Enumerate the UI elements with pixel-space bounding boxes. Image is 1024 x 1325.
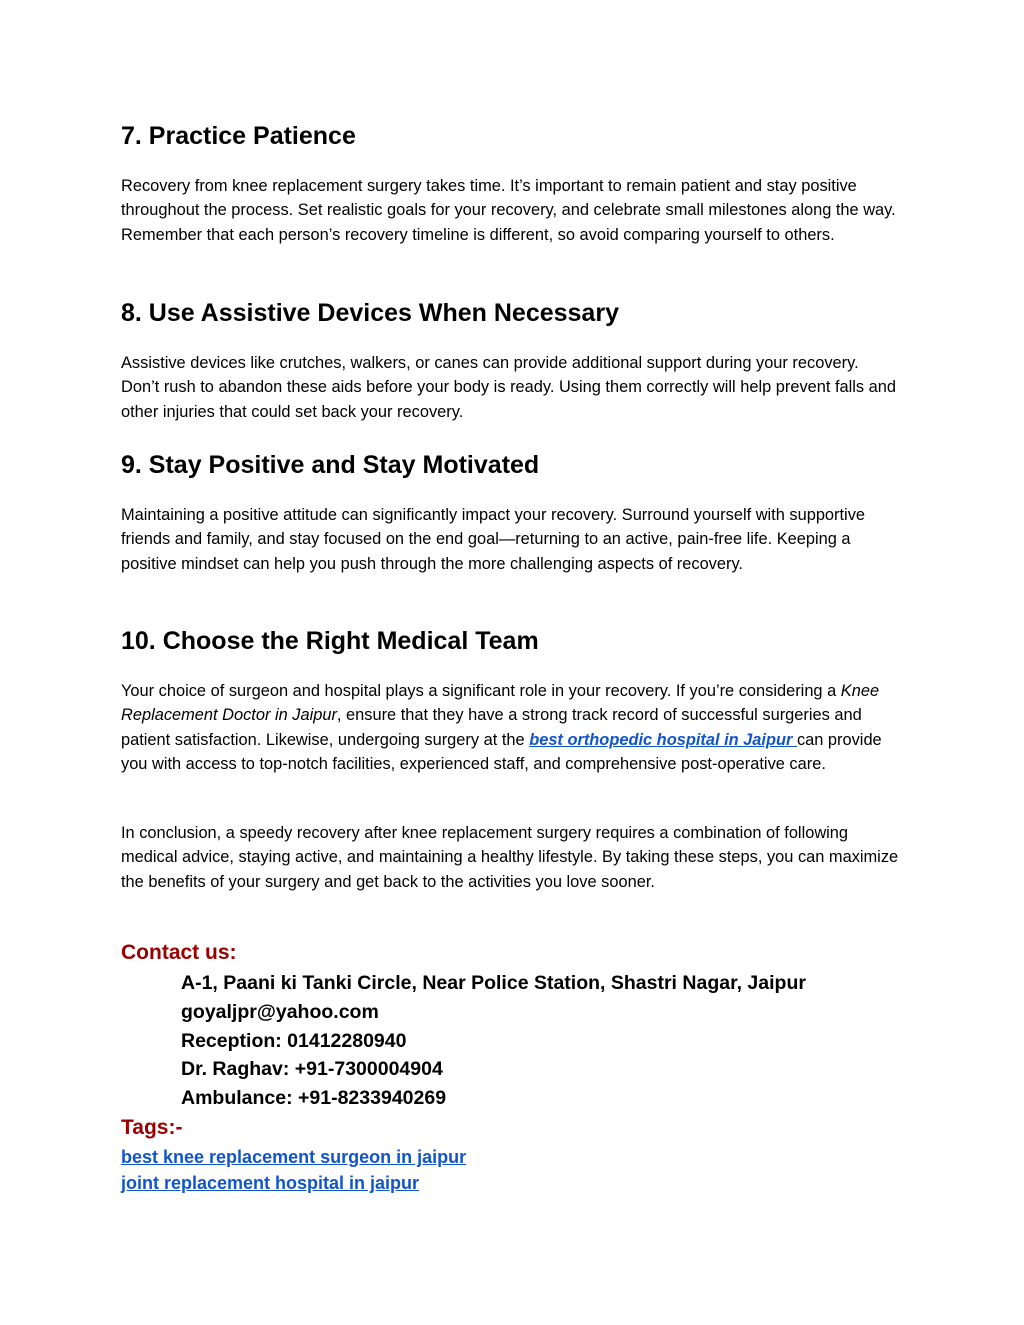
section-heading-stay-positive: 9. Stay Positive and Stay Motivated bbox=[121, 451, 540, 479]
section-heading-medical-team: 10. Choose the Right Medical Team bbox=[121, 627, 539, 655]
orthopedic-hospital-link[interactable]: best orthopedic hospital in Jaipur bbox=[529, 730, 797, 749]
tag-link-joint-hospital[interactable]: joint replacement hospital in jaipur bbox=[121, 1173, 420, 1193]
body-text-part-1: Your choice of surgeon and hospital plays a significant role in your recovery. If you’re considering a bbox=[121, 682, 841, 700]
section-heading-practice-patience: 7. Practice Patience bbox=[121, 122, 356, 150]
contact-ambulance: Ambulance: +91-8233940269 bbox=[181, 1087, 447, 1110]
body-italic-doctor: Knee Replacement Doctor in Jaipur bbox=[121, 682, 880, 725]
contact-heading: Contact us: bbox=[121, 941, 237, 964]
contact-reception: Reception: 01412280940 bbox=[181, 1029, 407, 1052]
body-text-part-3: can provide you with access to top-notch facilities, experienced staff, and comprehensive post-operative care. bbox=[121, 730, 882, 774]
contact-list bbox=[181, 969, 806, 1113]
section-body-assistive-devices: Assistive devices like crutches, walkers, or canes can provide additional support during your recovery. Don’t rush to abandon these aids before your body is ready. Using them correctly will help prevent falls and other injuries that could set back your recovery. bbox=[121, 354, 897, 421]
tag-link-knee-surgeon[interactable]: best knee replacement surgeon in jaipur bbox=[121, 1147, 467, 1167]
section-body-medical-team bbox=[121, 679, 901, 777]
section-body-stay-positive: Maintaining a positive attitude can significantly impact your recovery. Surround yourself with supportive friends and family, and stay focused on the end goal—returning to an active, pain-free life. Keeping a positive mindset can help you push through the more challenging aspects of recovery. bbox=[121, 506, 866, 573]
contact-doctor: Dr. Raghav: +91-7300004904 bbox=[181, 1058, 443, 1081]
tags-heading: Tags:- bbox=[121, 1116, 183, 1139]
section-heading-assistive-devices: 8. Use Assistive Devices When Necessary bbox=[121, 299, 619, 327]
contact-address: A-1, Paani ki Tanki Circle, Near Police Station, Shastri Nagar, Jaipur bbox=[181, 972, 806, 994]
section-body-practice-patience: Recovery from knee replacement surgery takes time. It’s important to remain patient and stay positive throughout the process. Set realistic goals for your recovery, and celebrate small milestones along the way. Remember that each person’s recovery timeline is different, so avoid comparing yourself to others. bbox=[121, 177, 896, 244]
conclusion-paragraph: In conclusion, a speedy recovery after knee replacement surgery requires a combination of following medical advice, staying active, and maintaining a healthy lifestyle. By taking these steps, you can maximize the benefits of your surgery and get back to the activities you love sooner. bbox=[121, 824, 899, 891]
body-text-part-2: , ensure that they have a strong track record of successful surgeries and patient satisfaction. Likewise, undergoing surgery at the bbox=[121, 706, 862, 749]
contact-email: goyaljpr@yahoo.com bbox=[181, 1000, 379, 1023]
